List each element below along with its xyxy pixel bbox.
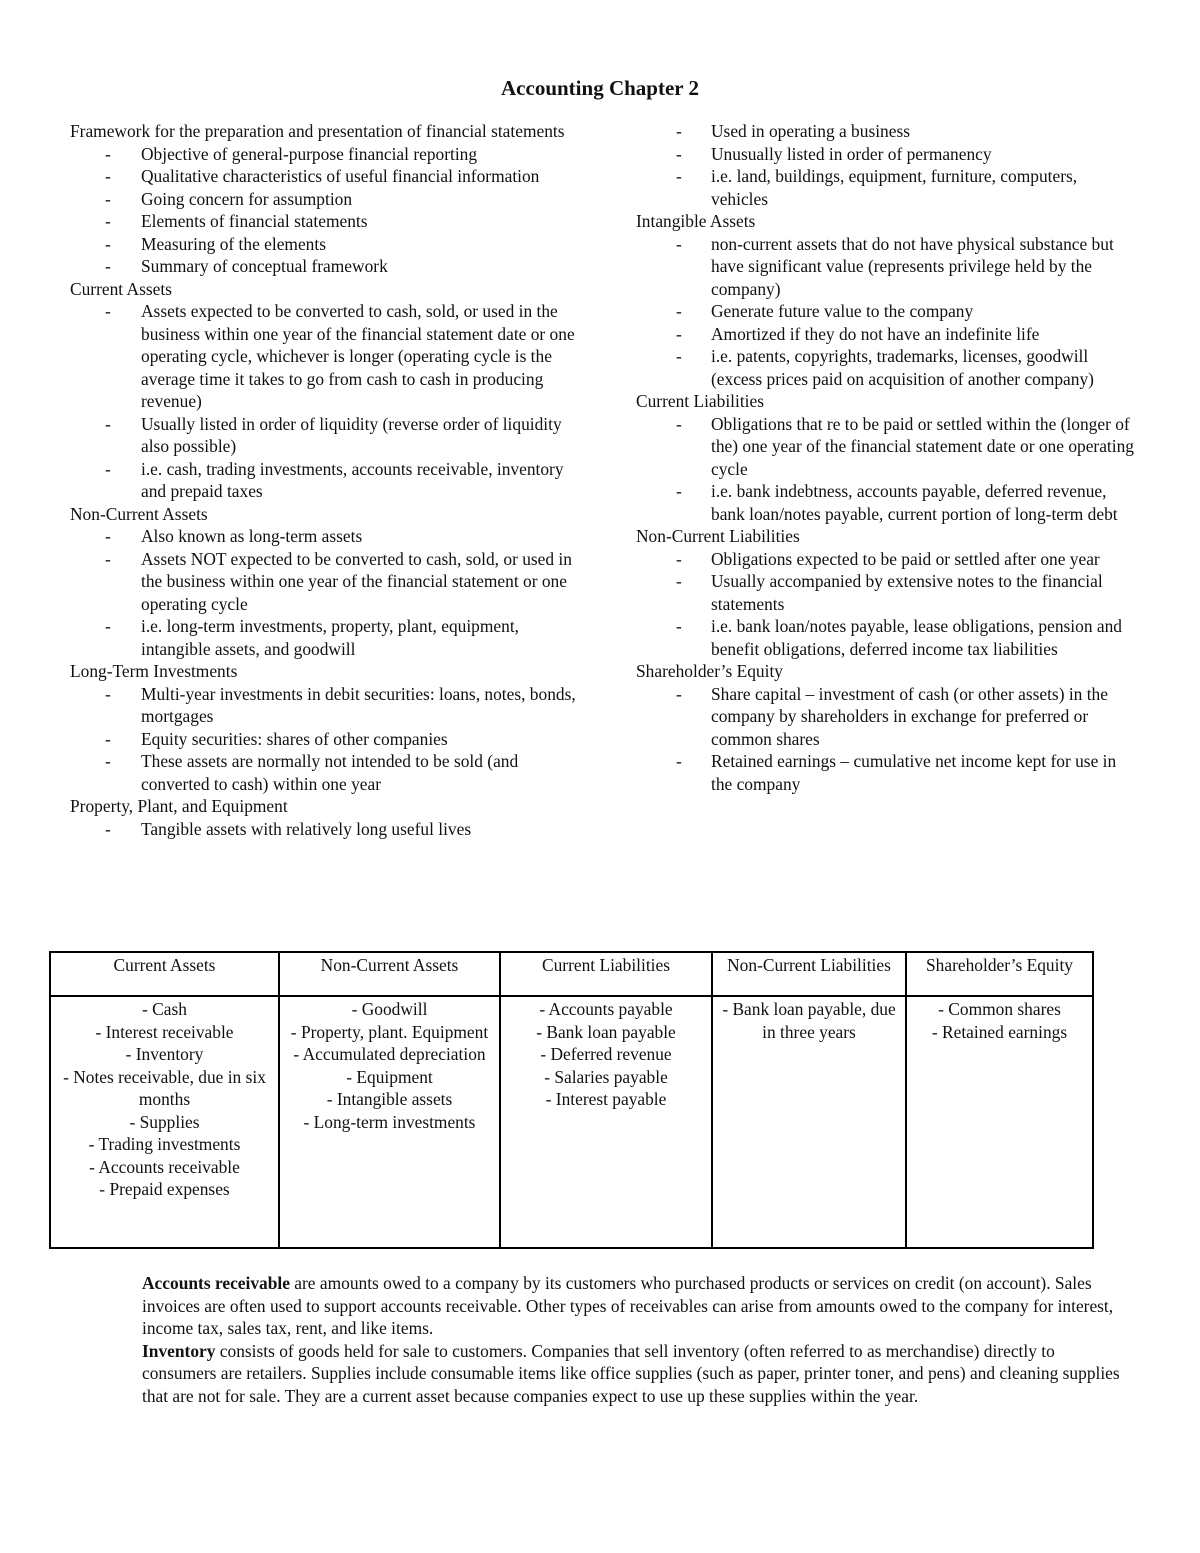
definition-text: are amounts owed to a company by its customers who purchased products or services on credit (on account). Sales invoices are often used to support accounts receivable. Other types of receivables can arise from amounts owed to the company for interest, income tax, sales tax, rent, and like items. (142, 1273, 1114, 1338)
list-item: - Usually listed in order of liquidity (reverse order of liquidity also possible) (70, 413, 580, 458)
section-list (70, 818, 580, 841)
section-list (636, 233, 1136, 391)
table-header: Current Assets (50, 952, 279, 996)
definition-text: consists of goods held for sale to customers. Companies that sell inventory (often referred to as merchandise) directly to consumers are retailers. Supplies include consumable items like office supplies (such as paper, printer toner, and pens) and cleaning supplies that are not for sale. They are a current asset because companies expect to use up these supplies within the year. (142, 1340, 1120, 1406)
table-cell-non-current-assets (279, 996, 500, 1248)
list-item: - non-current assets that do not have physical substance but have significant value (represents privilege held by the company) (636, 233, 1136, 301)
table-item: - Property, plant. Equipment (284, 1021, 495, 1044)
table-item: - Intangible assets (284, 1088, 495, 1111)
classification-table (49, 951, 1094, 1249)
table-header: Shareholder’s Equity (906, 952, 1093, 996)
section-list (636, 683, 1136, 796)
section-heading: Current Liabilities (636, 391, 764, 411)
table-cell-non-current-liabilities (712, 996, 906, 1248)
section-framework (70, 120, 580, 278)
list-item: - Used in operating a business (636, 120, 1136, 143)
table-item: - Interest receivable (55, 1021, 274, 1044)
list-item: - i.e. bank loan/notes payable, lease obligations, pension and benefit obligations, deferred income tax liabilities (636, 615, 1136, 660)
list-item: - Assets expected to be converted to cash, sold, or used in the business within one year of the financial statement date or one operating cycle, whichever is longer (operating cycle is the average time it takes to go from cash to cash in producing revenue) (70, 300, 580, 413)
table-header-row (50, 952, 1093, 996)
list-item: - Multi-year investments in debit securities: loans, notes, bonds, mortgages (70, 683, 580, 728)
table-item: - Long-term investments (284, 1111, 495, 1134)
definition-accounts-receivable (106, 1272, 1126, 1340)
table-item: - Bank loan payable (505, 1021, 707, 1044)
section-heading: Current Assets (70, 278, 172, 299)
section-non-current-liabilities (636, 525, 1136, 660)
section-heading: Intangible Assets (636, 211, 756, 231)
section-long-term-investments (70, 660, 580, 795)
table-item: - Retained earnings (911, 1021, 1088, 1044)
section-heading: Long-Term Investments (70, 661, 238, 681)
section-heading: Non-Current Assets (70, 503, 208, 524)
table-item: - Cash (55, 998, 274, 1021)
section-current-liabilities (636, 390, 1136, 525)
section-heading: Non-Current Liabilities (636, 526, 800, 546)
section-heading: Shareholder’s Equity (636, 661, 783, 681)
section-non-current-assets (70, 503, 580, 661)
section-heading: Property, Plant, and Equipment (70, 796, 288, 816)
table-item: - Goodwill (284, 998, 495, 1021)
section-ppe-continued (636, 120, 1136, 210)
table-cell-current-liabilities (500, 996, 712, 1248)
list-item: - i.e. bank indebtness, accounts payable, deferred revenue, bank loan/notes payable, current portion of long-term debt (636, 480, 1136, 525)
section-list (70, 525, 580, 660)
table-item: - Interest payable (505, 1088, 707, 1111)
table-row (50, 996, 1093, 1248)
section-intangible-assets (636, 210, 1136, 390)
list-item: - i.e. patents, copyrights, trademarks, licenses, goodwill (excess prices paid on acquisition of another company) (636, 345, 1136, 390)
list-item: - Equity securities: shares of other companies (70, 728, 580, 751)
list-item: - Assets NOT expected to be converted to cash, sold, or used in the business within one year of the financial statement or one operating cycle (70, 548, 580, 616)
section-list (636, 548, 1136, 661)
table-item: - Equipment (284, 1066, 495, 1089)
list-item: - Usually accompanied by extensive notes to the financial statements (636, 570, 1136, 615)
list-item: - Tangible assets with relatively long useful lives (70, 818, 580, 841)
table-header: Non-Current Assets (279, 952, 500, 996)
list-item: - Share capital – investment of cash (or other assets) in the company by shareholders in exchange for preferred or common shares (636, 683, 1136, 751)
list-item: - Generate future value to the company (636, 300, 1136, 323)
table-cell-current-assets (50, 996, 279, 1248)
section-list (70, 683, 580, 796)
page-title: Accounting Chapter 2 (501, 76, 699, 100)
list-item: - Summary of conceptual framework (70, 255, 580, 278)
list-item: - Qualitative characteristics of useful financial information (70, 165, 580, 188)
list-item: - Unusually listed in order of permanency (636, 143, 1136, 166)
list-item: - Obligations that re to be paid or settled within the (longer of the) one year of the financial statement date or one operating cycle (636, 413, 1136, 481)
left-column (70, 120, 580, 840)
section-list (636, 413, 1136, 526)
list-item: - Obligations expected to be paid or settled after one year (636, 548, 1136, 571)
table-header: Current Liabilities (500, 952, 712, 996)
list-item: - These assets are normally not intended to be sold (and converted to cash) within one year (70, 750, 580, 795)
list-item: - Measuring of the elements (70, 233, 580, 256)
section-current-assets (70, 278, 580, 503)
section-shareholders-equity (636, 660, 1136, 795)
section-heading: Framework for the preparation and presentation of financial statements (70, 121, 565, 141)
table-item: - Inventory (55, 1043, 274, 1066)
section-list (636, 120, 1136, 210)
table-item: - Bank loan payable, due in three years (717, 998, 901, 1043)
list-item: - Going concern for assumption (70, 188, 580, 211)
list-item: - Retained earnings – cumulative net income kept for use in the company (636, 750, 1136, 795)
table-item: - Notes receivable, due in six months (55, 1066, 274, 1111)
list-item: - i.e. land, buildings, equipment, furniture, computers, vehicles (636, 165, 1136, 210)
list-item: - Also known as long-term assets (70, 525, 580, 548)
table-item: - Accounts receivable (55, 1156, 274, 1179)
table-item: - Salaries payable (505, 1066, 707, 1089)
list-item: - Amortized if they do not have an indefinite life (636, 323, 1136, 346)
table-item: - Supplies (55, 1111, 274, 1134)
section-list (70, 300, 580, 503)
definitions (106, 1272, 1126, 1407)
table-item: - Prepaid expenses (55, 1178, 274, 1201)
list-item: - i.e. cash, trading investments, accounts receivable, inventory and prepaid taxes (70, 458, 580, 503)
list-item: - i.e. long-term investments, property, plant, equipment, intangible assets, and goodwill (70, 615, 580, 660)
table-item: - Common shares (911, 998, 1088, 1021)
definition-term: Accounts receivable (142, 1273, 290, 1293)
definition-inventory (106, 1340, 1126, 1408)
section-ppe (70, 795, 580, 840)
table-header: Non-Current Liabilities (712, 952, 906, 996)
section-list (70, 143, 580, 278)
definition-term: Inventory (142, 1340, 216, 1361)
table-item: - Trading investments (55, 1133, 274, 1156)
list-item: - Elements of financial statements (70, 210, 580, 233)
table-item: - Accounts payable (505, 998, 707, 1021)
table-item: - Deferred revenue (505, 1043, 707, 1066)
table-cell-shareholders-equity (906, 996, 1093, 1248)
right-column (636, 120, 1136, 795)
table-item: - Accumulated depreciation (284, 1043, 495, 1066)
list-item: - Objective of general-purpose financial reporting (70, 143, 580, 166)
